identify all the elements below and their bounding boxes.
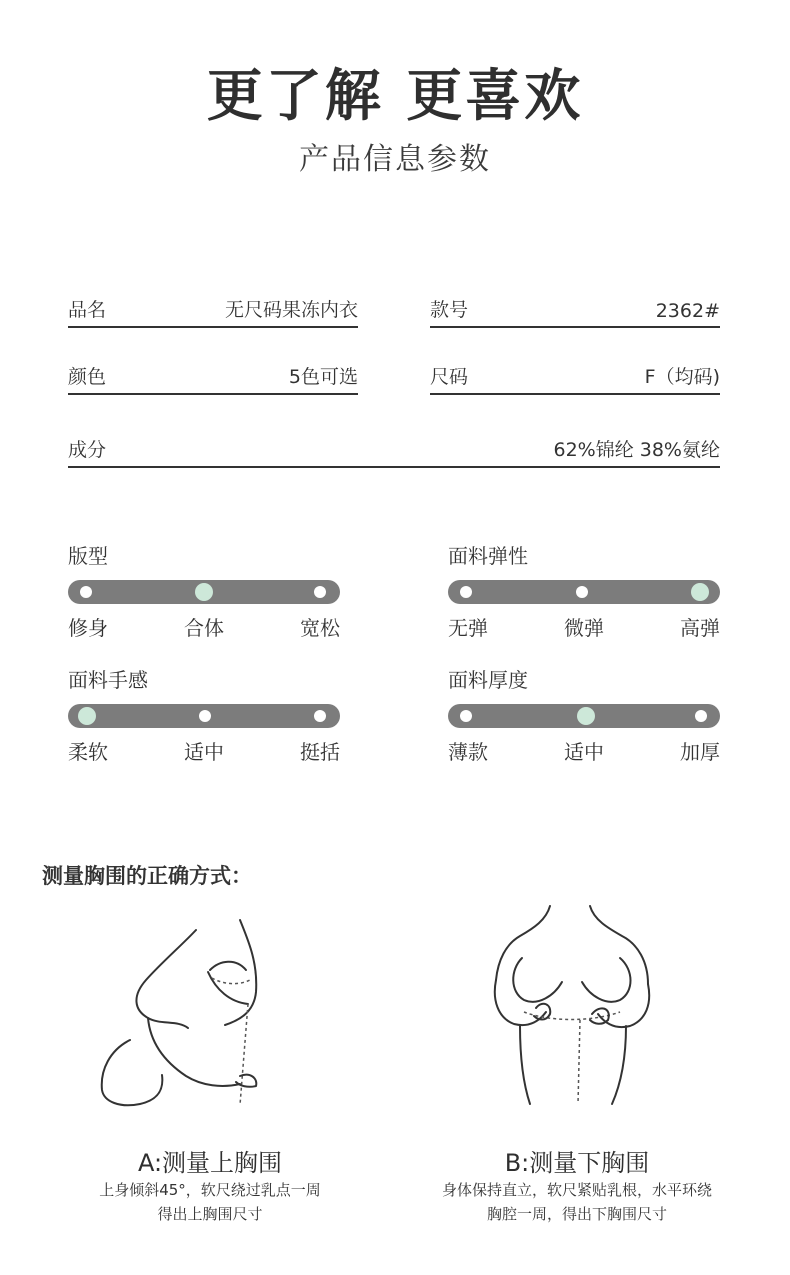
spec-label: 成分 (68, 439, 107, 461)
spec-value: 2362# (655, 300, 720, 322)
slider-label: 版型 (68, 544, 108, 568)
spec-label: 品名 (68, 299, 107, 321)
slider-dot-selected (195, 583, 213, 601)
slider-dot-selected (577, 707, 595, 725)
measure-lower-bust-illustration (480, 900, 670, 1110)
slider-dot-selected (691, 583, 709, 601)
measure-section-title: 测量胸围的正确方式： (42, 864, 252, 888)
slider-option: 柔软 (68, 740, 108, 764)
slider-option: 适中 (184, 740, 224, 764)
slider-track (448, 580, 720, 604)
caption-a-line1: 上身倾斜45°，软尺绕过乳点一周 (99, 1181, 321, 1199)
spec-value: 无尺码果冻内衣 (224, 299, 358, 321)
slider-fit (68, 540, 340, 640)
spec-row-size (430, 355, 720, 395)
slider-dot (460, 586, 472, 598)
slider-label: 面料弹性 (448, 544, 528, 568)
slider-dot (695, 710, 707, 722)
spec-row-style-number (430, 288, 720, 328)
caption-b-title: B:测量下胸围 (504, 1149, 650, 1177)
slider-option: 适中 (564, 740, 604, 764)
spec-label: 颜色 (68, 366, 107, 388)
slider-thickness (448, 664, 720, 764)
slider-track (448, 704, 720, 728)
slider-option: 加厚 (680, 740, 720, 764)
spec-row-name (68, 288, 358, 328)
caption-b-line1: 身体保持直立，软尺紧贴乳根，水平环绕 (441, 1181, 712, 1199)
slider-track (68, 704, 340, 728)
slider-elasticity (448, 540, 720, 640)
caption-a-title: A:测量上胸围 (137, 1149, 283, 1177)
slider-option: 微弹 (564, 616, 604, 640)
measure-upper-bust-illustration (90, 900, 310, 1115)
slider-hand-feel (68, 664, 340, 764)
slider-dot (314, 586, 326, 598)
slider-option: 合体 (184, 616, 224, 640)
spec-value: 62%锦纶 38%氨纶 (553, 439, 720, 461)
slider-track (68, 580, 340, 604)
slider-dot (576, 586, 588, 598)
caption-a-line2: 得出上胸围尺寸 (157, 1205, 263, 1223)
spec-row-color (68, 355, 358, 395)
slider-label: 面料厚度 (448, 668, 528, 692)
slider-label: 面料手感 (68, 668, 148, 692)
slider-dot (314, 710, 326, 722)
caption-b-line2: 胸腔一周，得出下胸围尺寸 (486, 1205, 667, 1223)
slider-option: 高弹 (680, 616, 720, 640)
slider-dot (460, 710, 472, 722)
slider-dot (80, 586, 92, 598)
slider-dot (199, 710, 211, 722)
spec-label: 尺码 (430, 366, 469, 388)
slider-dot-selected (78, 707, 96, 725)
slider-option: 薄款 (448, 740, 488, 764)
slider-option: 宽松 (300, 616, 340, 640)
spec-row-composition (68, 428, 720, 468)
slider-option: 修身 (68, 616, 108, 640)
spec-value: 5色可选 (288, 366, 358, 388)
spec-label: 款号 (430, 299, 469, 321)
spec-value: F（均码) (644, 366, 720, 388)
slider-option: 无弹 (448, 616, 488, 640)
page-title: 更了解 更喜欢 (206, 64, 584, 129)
page-subtitle: 产品信息参数 (299, 142, 491, 177)
slider-option: 挺括 (300, 740, 340, 764)
